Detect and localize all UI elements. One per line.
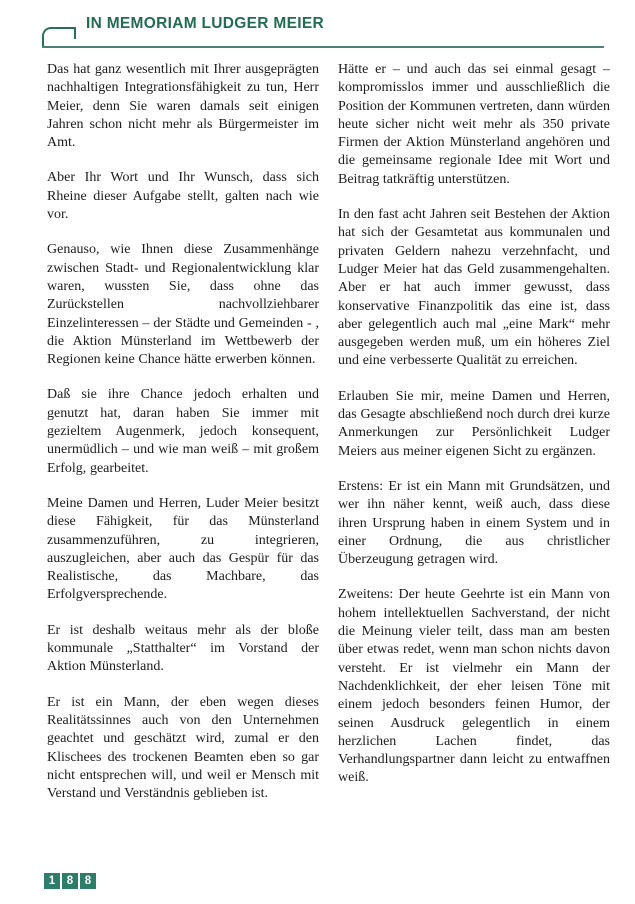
paragraph: Hätte er – und auch das sei einmal gesagt – kompromisslos immer und ausschließlich die Position der Kommunen vertreten, dann würden heute sicher nicht weit mehr als 350 private Firmen der Aktion Münsterland angehören und die gemeinsame regionale Idee mit Wort und Beitrag tatkräftig unterstützen. xyxy=(338,62,610,187)
page-header xyxy=(0,0,635,48)
header-tab-tick xyxy=(74,28,76,39)
left-column xyxy=(47,61,319,820)
page-number-digit: 8 xyxy=(62,873,78,889)
paragraph: Er ist deshalb weitaus mehr als der bloße kommunale „Statthalter“ im Vorstand der Aktion Münsterland. xyxy=(47,622,319,675)
header-tab-ornament xyxy=(42,27,76,46)
page-number xyxy=(44,873,96,889)
paragraph: Das hat ganz wesentlich mit Ihrer ausgeprägten nachhaltigen Integrationsfähigkeit zu tun, Herr Meier, denn Sie waren damals seit einigen Jahren schon nicht mehr als Bürgermeister im Amt. xyxy=(47,62,319,151)
paragraph: Aber Ihr Wort und Ihr Wunsch, dass sich Rheine dieser Aufgabe stellt, galten nach wie vor. xyxy=(47,170,319,223)
paragraph: Erstens: Er ist ein Mann mit Grundsätzen, und wer ihn näher kennt, weiß auch, dass diese ihren Ursprung haben in einem System und in einer Ordnung, die aus christlicher Überzeugung getragen wird. xyxy=(338,478,610,568)
header-rule xyxy=(42,46,604,48)
paragraph: Er ist ein Mann, der eben wegen dieses Realitätssinnes auch von den Unternehmen geachtet und geschätzt wird, zumal er den Klischees des trockenen Beamten eben so gar nicht entsprechen will, und weil er Mensch mit Verstand und Verständnis geblieben ist. xyxy=(47,694,319,802)
paragraph: Zweitens: Der heute Geehrte ist ein Mann von hohem intellektuellen Sachverstand, der nicht die Meinung vieler teilt, dass man am besten über etwas redet, wenn man schon nichts davon versteht. Er ist vielmehr ein Mann der Nachdenklichkeit, der eher leisen Töne mit einem jedoch besonders feinen Humor, der seinen Ausdruck gelegentlich in einem herzlichen Lachen findet, das Verhandlungspartner dann leicht zu entwaffnen weiß. xyxy=(338,587,610,786)
page-title: IN MEMORIAM LUDGER MEIER xyxy=(86,14,324,32)
page-number-digit: 1 xyxy=(44,873,60,889)
paragraph: Meine Damen und Herren, Luder Meier besitzt diese Fähigkeit, für das Münsterland zusammenzuführen, zu integrieren, auszugleichen, aber auch das Gespür für das Realistische, das Machbare, das Erfolgversprechende. xyxy=(47,495,319,603)
page-number-digit: 8 xyxy=(80,873,96,889)
text-columns xyxy=(0,48,635,820)
right-column xyxy=(338,61,610,820)
paragraph: Erlauben Sie mir, meine Damen und Herren, das Gesagte abschließend noch durch drei kurze Anmerkungen zur Persönlichkeit Ludger Meiers aus meiner eigenen Sicht zu ergänzen. xyxy=(338,388,610,459)
paragraph: Genauso, wie Ihnen diese Zusammenhänge zwischen Stadt- und Regionalentwicklung klar waren, wussten Sie, dass ohne das Zurückstellen nachvollziehbarer Einzelinteressen – der Städte und Gemeinden - , die Aktion Münsterland im Wettbewerb der Regionen keine Chance hätte erwerben können. xyxy=(47,242,319,368)
paragraph: Daß sie ihre Chance jedoch erhalten und genutzt hat, daran haben Sie immer mit gezieltem Augenmerk, jedoch konsequent, unermüdlich – und wie man weiß – mit großem Erfolg, gearbeitet. xyxy=(47,387,319,476)
paragraph: In den fast acht Jahren seit Bestehen der Aktion hat sich der Gesamtetat aus kommunalen und privaten Geldern nahezu verzehnfacht, und Ludger Meier hat das Geld zusammengehalten. Aber er hat auch immer gewusst, dass konservative Finanzpolitik das eine ist, dass aber gelegentlich auch mal „eine Mark“ mehr ausgegeben werden muß, um ein höheres Ziel und eine verbesserte Qualität zu erreichen. xyxy=(338,207,610,369)
